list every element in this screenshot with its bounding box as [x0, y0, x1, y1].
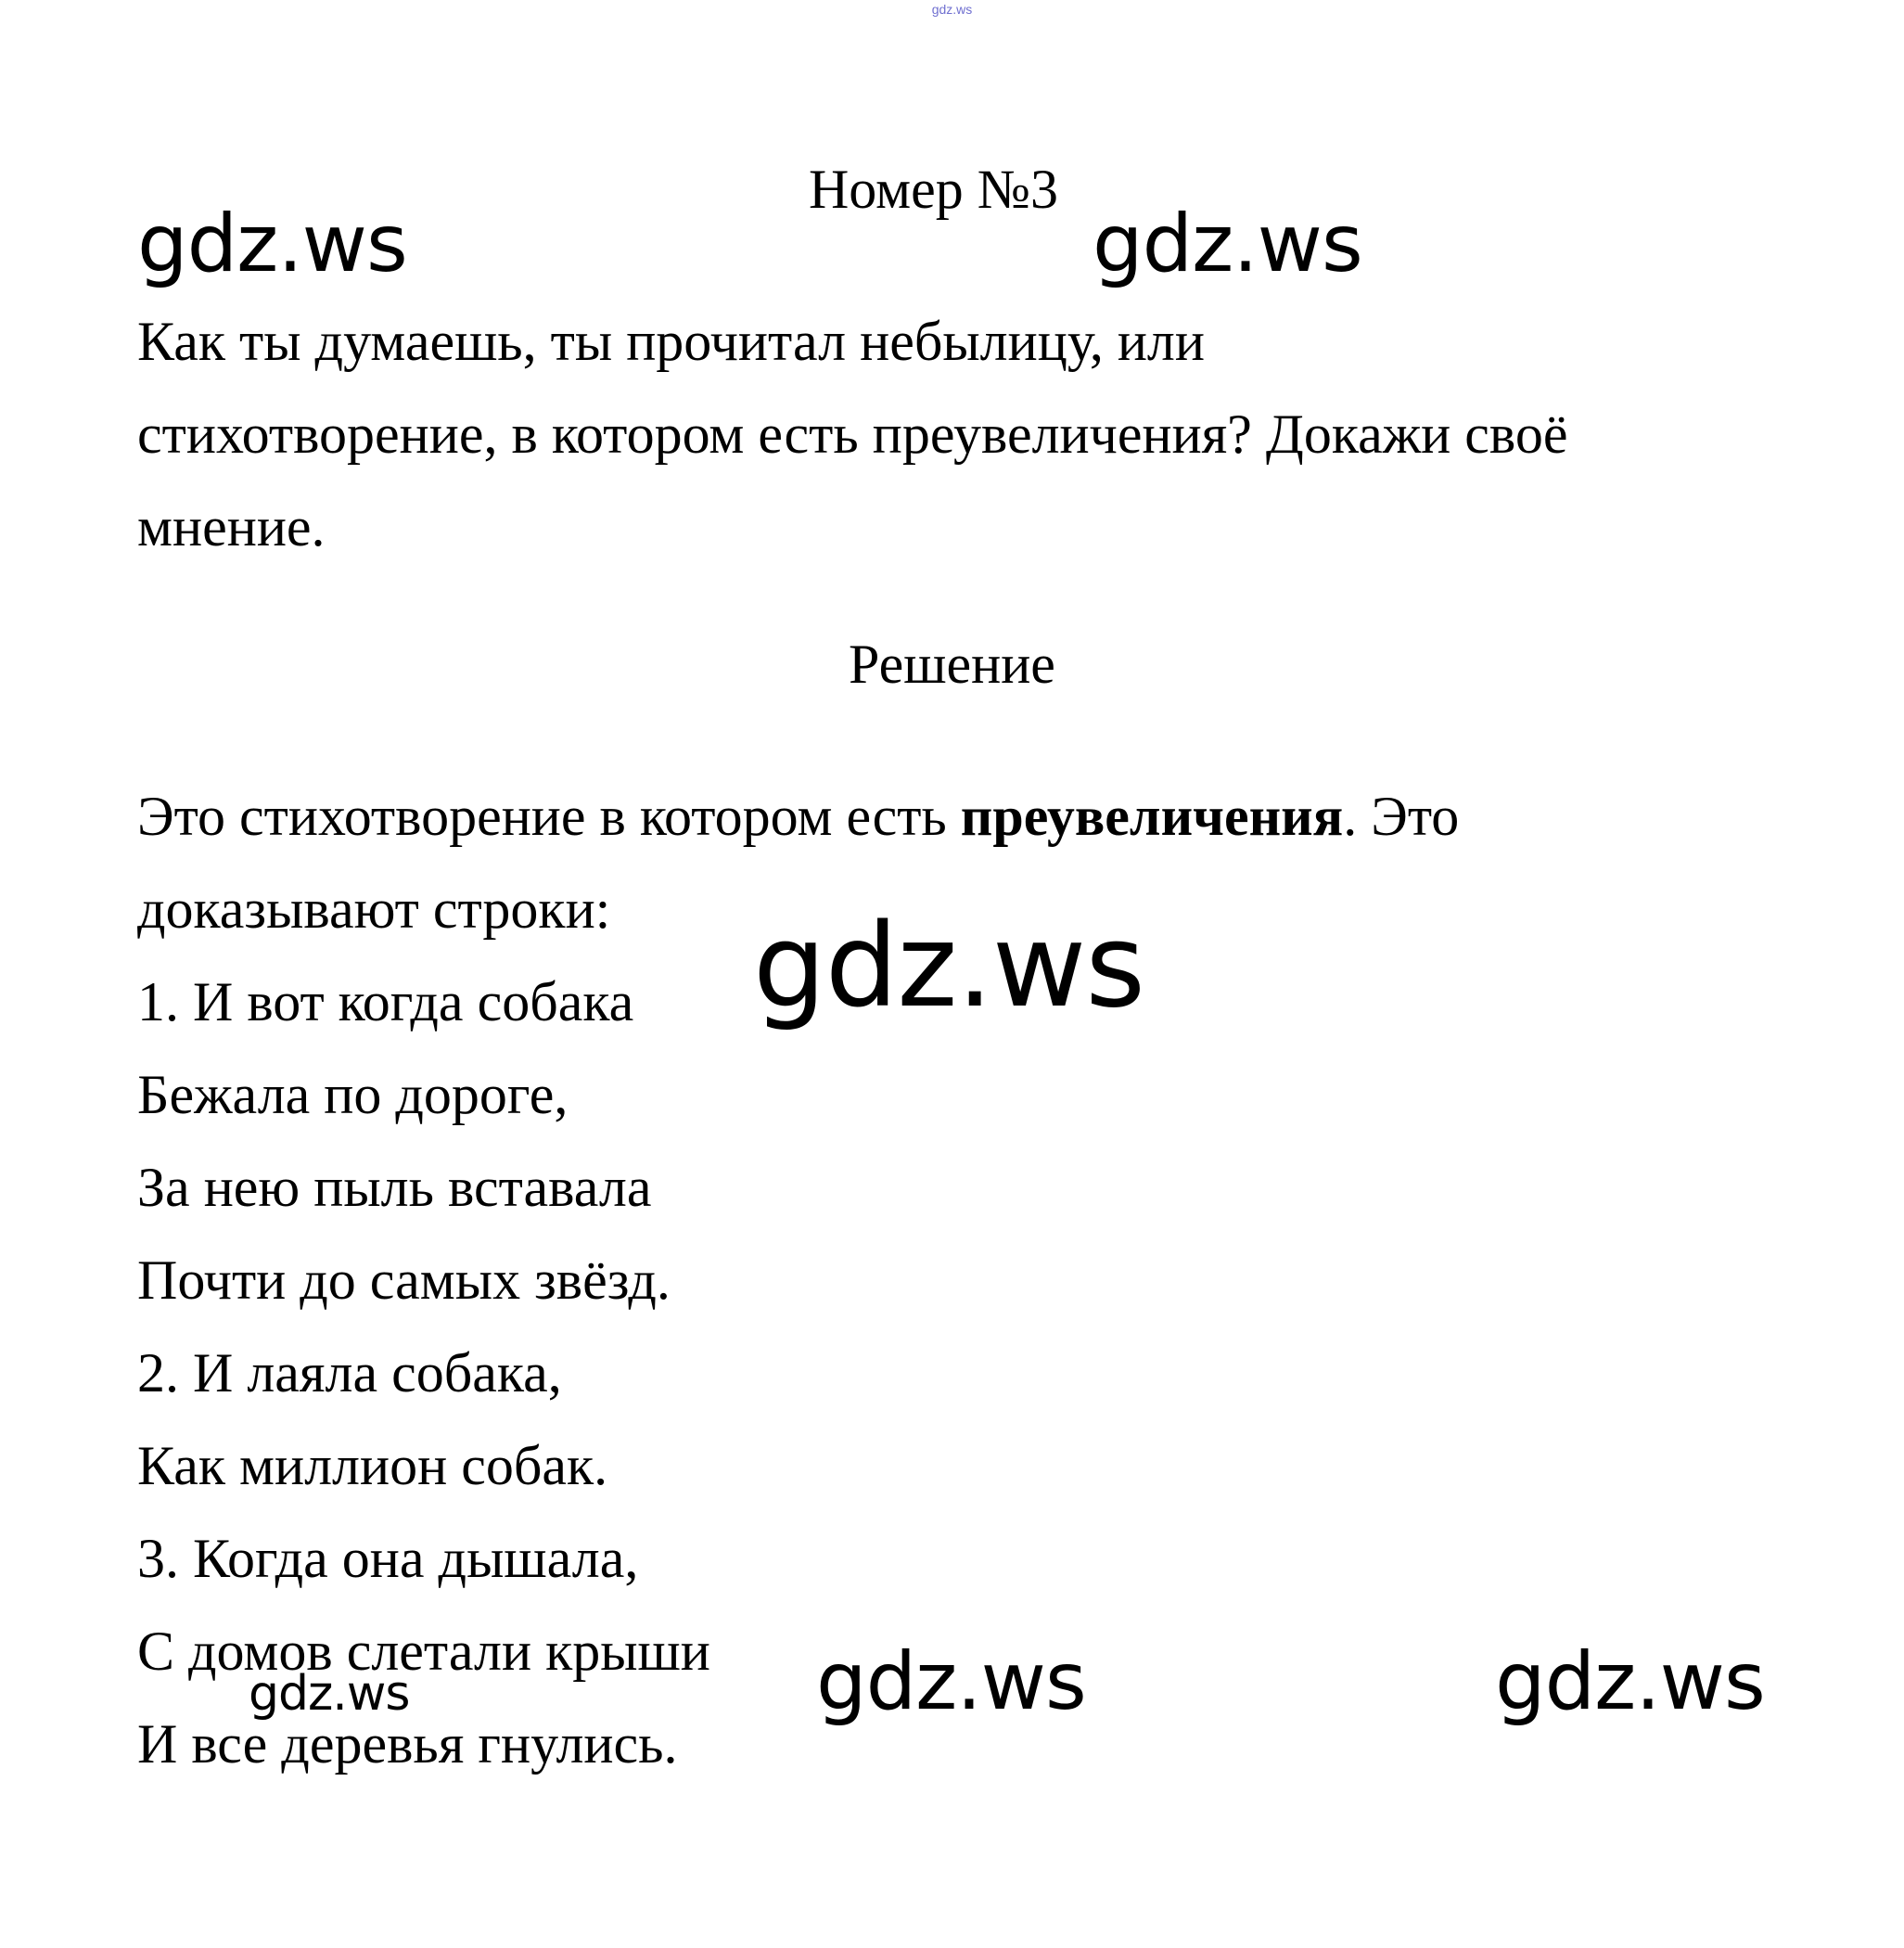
watermark-logo: gdz.ws — [1495, 1635, 1765, 1728]
top-watermark-text: gdz.ws — [931, 2, 973, 17]
task-line: мнение. — [137, 496, 326, 557]
answer-intro-bold: преувеличения — [960, 786, 1344, 847]
answer-intro-line-2: доказывают строки: — [137, 878, 611, 940]
watermark-logo: gdz.ws — [816, 1635, 1086, 1728]
watermark-logo: gdz.ws — [753, 900, 1144, 1033]
watermark-logo: gdz.ws — [137, 198, 407, 290]
task-text — [137, 295, 1797, 573]
watermark-logo: gdz.ws — [249, 1666, 410, 1722]
poem-line: 3. Когда она дышала, — [137, 1528, 639, 1589]
poem-line: 1. И вот когда собака — [137, 971, 634, 1032]
poem-line: С домов слетали крыши — [137, 1621, 710, 1682]
poem-line: Как миллион собак. — [137, 1435, 608, 1496]
poem-line: За нею пыль вставала — [137, 1157, 652, 1218]
answer-intro-tail: . Это — [1343, 786, 1460, 847]
answer-intro-line — [137, 770, 1797, 863]
solution-heading: Решение — [849, 634, 1055, 695]
watermark-logo: gdz.ws — [1093, 198, 1362, 290]
answer-intro-text: Это стихотворение в котором есть — [137, 786, 961, 847]
task-line: стихотворение, в котором есть преувеличения? Докажи своё — [137, 404, 1568, 465]
poem-line: Бежала по дороге, — [137, 1064, 569, 1125]
poem-line: 2. И лаяла собака, — [137, 1342, 562, 1403]
page-title: Номер №3 — [808, 159, 1059, 220]
poem-line: Почти до самых звёзд. — [137, 1250, 671, 1311]
poem-line: И все деревья гнулись. — [137, 1713, 678, 1775]
task-line: Как ты думаешь, ты прочитал небылицу, или — [137, 311, 1205, 372]
